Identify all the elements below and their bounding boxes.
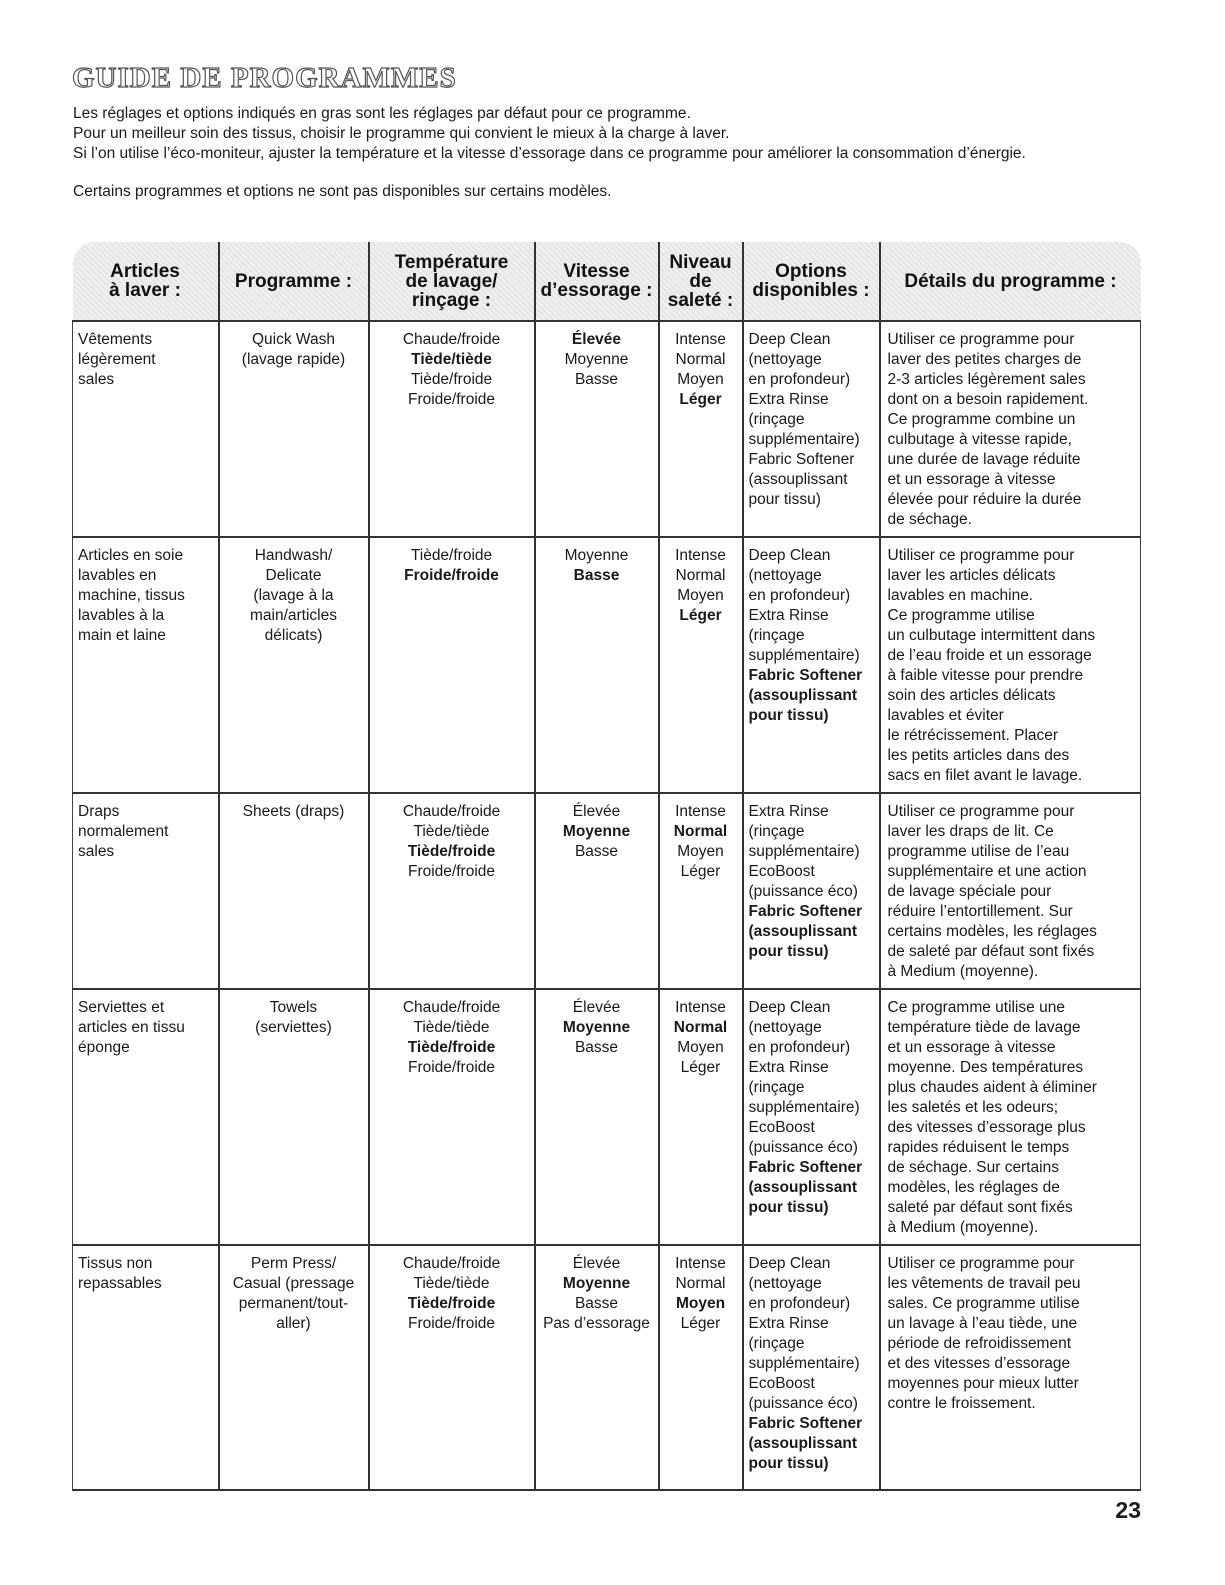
cell-vitesse — [535, 1245, 659, 1490]
cell-line: laver des petites charges de — [887, 351, 1082, 368]
cell-line: Draps — [78, 803, 120, 820]
cell-line: Deep Clean — [748, 999, 831, 1016]
cell-line: (rinçage — [748, 1079, 805, 1096]
cell-line: Tissus non — [78, 1255, 153, 1272]
cell-salete — [659, 537, 743, 793]
cell-line: Articles — [110, 261, 180, 282]
cell-line: pour tissu) — [748, 491, 821, 508]
cell-line: Options — [775, 261, 847, 282]
intro-paragraph: Pour un meilleur soin des tissus, choisir le programme qui convient le mieux à la charge à laver. — [73, 125, 730, 142]
cell-line: Chaude/froide — [402, 803, 501, 820]
cell-temperature — [369, 989, 535, 1245]
cell-line: Tiède/tiède — [413, 823, 490, 840]
cell-programme — [219, 321, 369, 537]
cell-line: Deep Clean — [748, 331, 831, 348]
cell-line: Fabric Softener — [748, 667, 863, 684]
cell-line: en profondeur) — [748, 587, 851, 604]
cell-line: EcoBoost — [748, 1375, 815, 1392]
cell-line: (rinçage — [748, 411, 805, 428]
cell-line: des vitesses d’essorage plus — [887, 1119, 1086, 1136]
cell-line: (puissance éco) — [748, 1139, 858, 1156]
cell-line: Froide/froide — [407, 391, 495, 408]
cell-line: le rétrécissement. Placer — [887, 727, 1059, 744]
cell-line: (assouplissant — [748, 471, 848, 488]
cell-salete — [659, 989, 743, 1245]
cell-line: et des vitesses d’essorage — [887, 1355, 1071, 1372]
cell-line: supplémentaire) — [748, 1355, 860, 1372]
cell-line: rinçage : — [411, 289, 492, 311]
cell-vitesse — [535, 793, 659, 989]
cell-vitesse — [535, 321, 659, 537]
cell-line: Extra Rinse — [748, 1315, 829, 1332]
header-programme — [219, 242, 369, 321]
cell-line: Intense — [675, 999, 726, 1016]
cell-salete — [659, 793, 743, 989]
header-articles — [73, 242, 219, 321]
cell-line: Casual (pressage — [232, 1275, 355, 1292]
cell-details — [880, 989, 1141, 1245]
cell-line: Ce programme combine un — [887, 411, 1076, 428]
cell-line: repassables — [78, 1275, 162, 1292]
cell-line: EcoBoost — [748, 863, 815, 880]
cell-line: Chaude/froide — [402, 1255, 501, 1272]
cell-line: permanent/tout- — [238, 1295, 349, 1312]
cell-line: Utiliser ce programme pour — [887, 803, 1075, 820]
cell-articles — [73, 321, 219, 537]
cell-line: pour tissu) — [748, 943, 829, 960]
cell-line: à laver : — [109, 280, 181, 301]
cell-options — [743, 989, 880, 1245]
cell-line: (assouplissant — [748, 1435, 858, 1452]
header-vitesse — [535, 242, 659, 321]
cell-line: Tiède/tiède — [413, 1019, 490, 1036]
cell-line: Intense — [675, 547, 726, 564]
cell-line: aller) — [276, 1315, 311, 1332]
cell-line: supplémentaire) — [748, 647, 860, 664]
cell-line: (rinçage — [748, 823, 805, 840]
cell-line: Température — [394, 251, 509, 273]
cell-line: contre le froissement. — [887, 1395, 1036, 1412]
cell-line: Extra Rinse — [748, 1059, 829, 1076]
cell-line: rapides réduisent le temps — [887, 1139, 1070, 1156]
cell-line: pour tissu) — [748, 1199, 829, 1216]
header-temperature — [369, 242, 535, 321]
cell-line: Léger — [680, 1059, 721, 1076]
cell-line: programme utilise de l’eau — [887, 843, 1070, 860]
table-row — [73, 793, 1141, 989]
cell-line: Léger — [680, 863, 721, 880]
cell-line: Deep Clean — [748, 547, 831, 564]
cell-line: de lavage spéciale pour — [887, 883, 1052, 900]
cell-line: sales. Ce programme utilise — [887, 1295, 1080, 1312]
cell-line: (assouplissant — [748, 687, 858, 704]
cell-line: les vêtements de travail peu — [887, 1275, 1081, 1292]
cell-line: température tiède de lavage — [887, 1019, 1081, 1036]
cell-articles — [73, 793, 219, 989]
cell-line: Delicate — [265, 567, 322, 584]
cell-details — [880, 321, 1141, 537]
cell-line: pour tissu) — [748, 1455, 829, 1472]
cell-line: Tiède/tiède — [413, 1275, 490, 1292]
cell-line: Intense — [675, 1255, 726, 1272]
table-row — [73, 989, 1141, 1245]
page-title: GUIDE DE PROGRAMMES — [72, 62, 457, 94]
cell-line: Intense — [675, 331, 726, 348]
cell-line: (puissance éco) — [748, 883, 858, 900]
cell-line: Ce programme utilise une — [887, 999, 1065, 1016]
cell-line: Basse — [574, 1039, 619, 1056]
cell-options — [743, 321, 880, 537]
cell-line: Articles en soie — [78, 547, 184, 564]
cell-line: Léger — [679, 391, 722, 408]
cell-line: Normal — [675, 1275, 726, 1292]
cell-line: Utiliser ce programme pour — [887, 331, 1075, 348]
cell-line: Vêtements — [78, 331, 153, 348]
cell-line: Moyen — [675, 1295, 726, 1312]
cell-line: Utiliser ce programme pour — [887, 547, 1075, 564]
cell-line: main/articles — [250, 607, 337, 624]
cell-line: Sheets (draps) — [242, 803, 345, 820]
cell-line: Élevée — [572, 999, 621, 1016]
cell-line: disponibles : — [752, 280, 870, 301]
cell-options — [743, 1245, 880, 1490]
cell-line: Fabric Softener — [748, 903, 863, 920]
cell-temperature — [369, 1245, 535, 1490]
cell-line: (rinçage — [748, 1335, 805, 1352]
cell-articles — [73, 537, 219, 793]
cell-line: (nettoyage — [748, 1275, 822, 1292]
cell-line: Moyenne — [564, 351, 629, 368]
cell-line: et un essorage à vitesse — [887, 1039, 1056, 1056]
cell-line: Normal — [675, 567, 726, 584]
cell-line: Léger — [679, 607, 722, 624]
cell-line: certains modèles, les réglages — [887, 923, 1097, 940]
cell-line: Extra Rinse — [748, 391, 829, 408]
cell-line: (assouplissant — [748, 923, 858, 940]
cell-line: Fabric Softener — [748, 451, 855, 468]
cell-line: les saletés et les odeurs; — [887, 1099, 1059, 1116]
cell-line: Basse — [574, 843, 619, 860]
cell-line: Moyenne — [564, 547, 629, 564]
cell-line: à Medium (moyenne). — [887, 1219, 1039, 1236]
cell-line: Moyen — [677, 1039, 724, 1056]
table-row — [73, 537, 1141, 793]
intro-paragraph: Certains programmes et options ne sont pas disponibles sur certains modèles. — [73, 183, 612, 200]
intro-paragraph: Les réglages et options indiqués en gras sont les réglages par défaut pour ce programme. — [73, 105, 691, 122]
cell-line: main et laine — [78, 627, 166, 644]
cell-line: en profondeur) — [748, 371, 851, 388]
cell-line: Tiède/froide — [407, 843, 496, 860]
cell-line: Ce programme utilise — [887, 607, 1035, 624]
cell-line: d’essorage : — [540, 280, 653, 301]
cell-line: Fabric Softener — [748, 1159, 863, 1176]
cell-line: Serviettes et — [78, 999, 165, 1016]
cell-line: Moyenne — [562, 823, 631, 840]
intro-paragraph: Si l’on utilise l’éco-moniteur, ajuster la température et la vitesse d’essorage dans ce programme pour améliorer la consommation d’énergie. — [73, 145, 1026, 162]
cell-line: supplémentaire) — [748, 431, 860, 448]
cell-line: en profondeur) — [748, 1039, 851, 1056]
cell-articles — [73, 989, 219, 1245]
cell-line: Pas d’essorage — [543, 1315, 650, 1332]
cycle-guide-table — [72, 242, 1141, 1491]
cell-line: supplémentaire) — [748, 1099, 860, 1116]
cell-line: élevée pour réduire la durée — [887, 491, 1082, 508]
cell-line: Utiliser ce programme pour — [887, 1255, 1075, 1272]
table-row — [73, 321, 1141, 537]
cell-details — [880, 793, 1141, 989]
cell-line: soin des articles délicats — [887, 687, 1056, 704]
cell-line: légèrement — [78, 351, 156, 368]
cell-programme — [219, 793, 369, 989]
cell-line: lavables à la — [78, 607, 165, 624]
cell-line: Tiède/froide — [407, 1295, 496, 1312]
cell-line: saleté par défaut sont fixés — [887, 1199, 1073, 1216]
cell-line: (serviettes) — [255, 1019, 332, 1036]
cell-line: Tiède/froide — [410, 371, 493, 388]
cell-line: (rinçage — [748, 627, 805, 644]
cell-line: de séchage. Sur certains — [887, 1159, 1059, 1176]
cell-articles — [73, 1245, 219, 1490]
cell-line: de l’eau froide et un essorage — [887, 647, 1092, 664]
intro-text — [73, 104, 1153, 202]
cell-line: (puissance éco) — [748, 1395, 858, 1412]
cell-line: 2-3 articles légèrement sales — [887, 371, 1086, 388]
cell-line: Programme : — [234, 270, 353, 292]
cell-line: Moyen — [677, 587, 724, 604]
cell-line: Towels — [269, 999, 318, 1016]
cell-line: en profondeur) — [748, 1295, 851, 1312]
cell-salete — [659, 321, 743, 537]
cell-line: Détails du programme : — [904, 270, 1117, 292]
cell-line: pour tissu) — [748, 707, 829, 724]
cell-line: à faible vitesse pour prendre — [887, 667, 1084, 684]
cell-line: Tiède/tiède — [411, 351, 492, 368]
cell-line: Normal — [675, 351, 726, 368]
cell-line: Moyenne — [562, 1275, 631, 1292]
cell-line: laver les draps de lit. Ce — [887, 823, 1054, 840]
cell-line: normalement — [78, 823, 169, 840]
cell-line: Normal — [673, 1019, 728, 1036]
cell-line: laver les articles délicats — [887, 567, 1056, 584]
cell-line: Extra Rinse — [748, 607, 829, 624]
cell-details — [880, 1245, 1141, 1490]
cell-line: Intense — [675, 803, 726, 820]
cell-line: sales — [78, 843, 115, 860]
cell-options — [743, 793, 880, 989]
cell-line: Moyen — [677, 371, 724, 388]
cell-line: réduire l’entortillement. Sur — [887, 903, 1073, 920]
cell-line: Tiède/froide — [407, 1039, 496, 1056]
cell-line: Tiède/froide — [410, 547, 493, 564]
page-number: 23 — [1115, 1497, 1141, 1523]
cell-line: Vitesse — [563, 261, 630, 282]
cell-line: Froide/froide — [407, 863, 495, 880]
cell-line: (lavage à la — [253, 587, 334, 604]
cell-line: Élevée — [571, 331, 622, 348]
cell-vitesse — [535, 989, 659, 1245]
cell-programme — [219, 989, 369, 1245]
cell-line: modèles, les réglages de — [887, 1179, 1060, 1196]
cell-line: (nettoyage — [748, 351, 822, 368]
cell-details — [880, 537, 1141, 793]
cell-line: de saleté par défaut sont fixés — [887, 943, 1095, 960]
cell-line: plus chaudes aident à éliminer — [887, 1079, 1097, 1096]
cell-line: un lavage à l’eau tiède, une — [887, 1315, 1078, 1332]
cell-line: les petits articles dans des — [887, 747, 1070, 764]
cell-line: Élevée — [572, 1255, 621, 1272]
cell-line: Niveau — [669, 251, 732, 273]
cell-line: de séchage. — [887, 511, 972, 528]
cell-line: et un essorage à vitesse — [887, 471, 1056, 488]
header-details — [880, 242, 1141, 321]
cell-line: délicats) — [264, 627, 323, 644]
header-niveau-salete — [659, 242, 743, 321]
cell-line: moyennes pour mieux lutter — [887, 1375, 1079, 1392]
cell-line: Basse — [573, 567, 620, 584]
table-row — [73, 1245, 1141, 1490]
cell-options — [743, 537, 880, 793]
cell-line: Basse — [574, 1295, 619, 1312]
cell-line: Froide/froide — [407, 1059, 495, 1076]
cell-line: sacs en filet avant le lavage. — [887, 767, 1083, 784]
cell-line: Froide/froide — [404, 567, 499, 584]
cell-line: de — [689, 270, 712, 292]
cell-line: articles en tissu — [78, 1019, 185, 1036]
cell-line: Chaude/froide — [402, 999, 501, 1016]
cell-line: de lavage/ — [405, 270, 498, 292]
cell-line: (lavage rapide) — [241, 351, 346, 368]
cell-line: sales — [78, 371, 115, 388]
cell-line: lavables et éviter — [887, 707, 1004, 724]
cell-vitesse — [535, 537, 659, 793]
cell-line: Basse — [574, 371, 619, 388]
cell-line: Moyenne — [562, 1019, 631, 1036]
cell-line: Fabric Softener — [748, 1415, 863, 1432]
table-header-row — [73, 242, 1141, 321]
cell-line: Chaude/froide — [402, 331, 501, 348]
cell-temperature — [369, 321, 535, 537]
cell-salete — [659, 1245, 743, 1490]
cell-line: Handwash/ — [254, 547, 333, 564]
cell-line: éponge — [78, 1039, 130, 1056]
cell-line: EcoBoost — [748, 1119, 815, 1136]
cell-line: une durée de lavage réduite — [887, 451, 1081, 468]
cell-line: machine, tissus — [78, 587, 185, 604]
header-options — [743, 242, 880, 321]
cell-line: dont on a besoin rapidement. — [887, 391, 1089, 408]
cell-line: Perm Press/ — [250, 1255, 337, 1272]
cell-line: Quick Wash — [252, 331, 335, 348]
cell-line: culbutage à vitesse rapide, — [887, 431, 1072, 448]
cell-line: lavables en machine. — [887, 587, 1034, 604]
cell-line: période de refroidissement — [887, 1335, 1072, 1352]
cell-line: (assouplissant — [748, 1179, 858, 1196]
cell-line: un culbutage intermittent dans — [887, 627, 1096, 644]
cell-temperature — [369, 793, 535, 989]
cell-line: Extra Rinse — [748, 803, 829, 820]
cell-line: supplémentaire et une action — [887, 863, 1087, 880]
cell-line: (nettoyage — [748, 567, 822, 584]
cell-line: (nettoyage — [748, 1019, 822, 1036]
cell-line: Léger — [680, 1315, 721, 1332]
cell-programme — [219, 537, 369, 793]
cell-temperature — [369, 537, 535, 793]
cell-line: lavables en — [78, 567, 157, 584]
cell-line: supplémentaire) — [748, 843, 860, 860]
cell-programme — [219, 1245, 369, 1490]
cell-line: Froide/froide — [407, 1315, 495, 1332]
cell-line: Élevée — [572, 803, 621, 820]
cell-line: Deep Clean — [748, 1255, 831, 1272]
cell-line: à Medium (moyenne). — [887, 963, 1039, 980]
cell-line: Normal — [673, 823, 728, 840]
cell-line: moyenne. Des températures — [887, 1059, 1084, 1076]
cell-line: saleté : — [667, 289, 734, 311]
cell-line: Moyen — [677, 843, 724, 860]
